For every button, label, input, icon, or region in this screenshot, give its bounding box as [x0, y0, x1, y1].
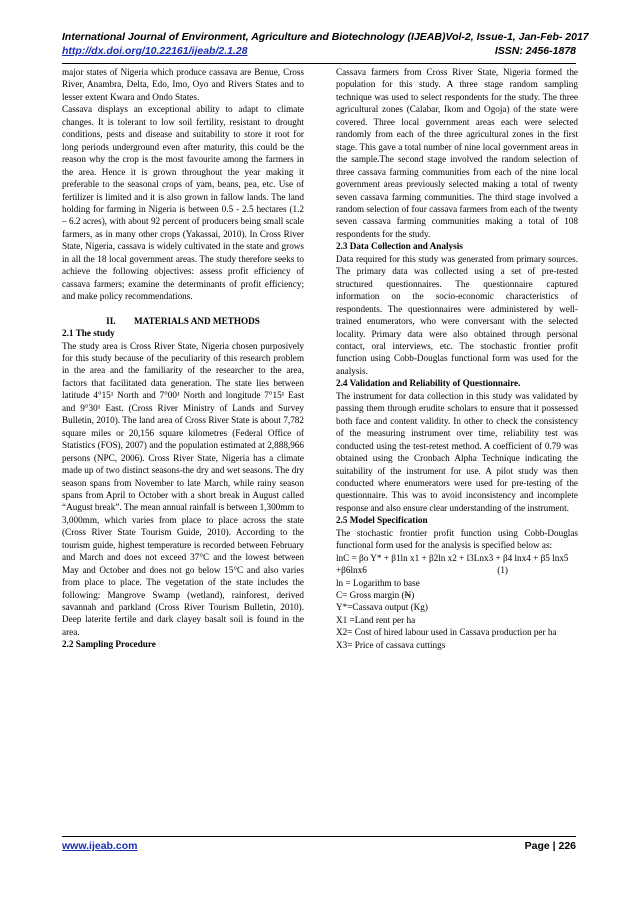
subsection-heading: 2.5 Model Specification [336, 515, 428, 526]
left-column [62, 66, 304, 651]
volume-info: Vol-2, Issue-1, Jan-Feb- 2017 [445, 31, 589, 43]
subsection-heading: 2.1 The study [62, 328, 115, 339]
definition: C= Gross margin (₦) [336, 590, 415, 601]
subsection-heading: 2.2 Sampling Procedure [62, 639, 156, 650]
subsection-heading: 2.3 Data Collection and Analysis [336, 241, 463, 252]
paragraph: The instrument for data collection in this study was validated by passing them through erudite scholars to ensure that it possessed both face and content validity. In other to check the consistency of the measuring instrument over time, reliability test was conducted using the test-retest method. A coefficient of 0.79 was obtained using the Cronbach Alpha Technique indicating the suitability of the instrument for use. A pilot study was then conducted where enumerators were used for pre-testing of the questionnaire. This was to avoid inconsistency and incomplete response and also ensure clear understanding of the instrument. [336, 390, 578, 513]
definition: X3= Price of cassava cuttings [336, 639, 446, 650]
paragraph: Cassava displays an exceptional ability to adapt to climate changes. It is tolerant to low soil fertility, resistant to drought conditions, pests and disease and suitability to store it root for long periods underground even after maturity, this could be the reason why the crop is the most favourite among the farmers in the area. Hence it is grown throughout the year making it preferable to the seasonal crops of yam, beans, pea, etc. Use of fertilizer is limited and it is also grown in fallow lands. The land holding for farming in Nigeria is between 0.5 - 2.5 hectares (1.2 – 6.2 acres), with about 92 percent of producers being small scale farmers, as in many other crops (Yakassai, 2010). In Cross River State, Nigeria, cassava is widely cultivated in the state and grows in all the 18 local government areas. The study therefore seeks to achieve the following objectives: assess profit efficiency of cassava farmers; examine the determinants of profit efficiency; and make policy recommendations. [62, 104, 304, 302]
definition: X2= Cost of hired labour used in Cassava production per ha [336, 627, 557, 638]
definition: X1 =Land rent per ha [336, 614, 416, 625]
journal-title: International Journal of Environment, Agriculture and Biotechnology (IJEAB) [62, 31, 446, 43]
section-heading: II. MATERIALS AND METHODS [106, 315, 260, 326]
paragraph: The stochastic frontier profit function using Cobb-Douglas functional form used for the analysis is specified below as: [336, 527, 578, 551]
footer-divider [62, 836, 576, 837]
issn: ISSN: 2456-1878 [494, 45, 576, 57]
page-number: Page | 226 [524, 840, 576, 852]
header-divider [62, 63, 576, 64]
paragraph: Cassava farmers from Cross River State, Nigeria formed the population for this study. A three stage random sampling technique was used to select respondents for the study. The three agricultural zones (Calabar, Ikom and Ogoja) of the state were covered. Three local government areas each were selected randomly from each of the three agricultural zones in the first stage. This gave a total number of nine local government areas in the sample.The second stage involved the random selection of three cassava farming communities from each of the nine local government areas previously selected making a total of twenty seven cassava farming communities. The third stage involved a random selection of four cassava farmers from each of the twenty seven cassava farming communities making a total of 108 respondents for the study. [336, 67, 578, 239]
running-header [62, 30, 589, 58]
equation-continuation: +β6lnx6 [336, 565, 367, 576]
definition: ln = Logarithm to base [336, 577, 420, 588]
subsection-heading: 2.4 Validation and Reliability of Questionnaire. [336, 378, 521, 389]
equation-line [336, 564, 578, 576]
paragraph: major states of Nigeria which produce cassava are Benue, Cross River, Anambra, Delta, Edo, Imo, Oyo and Rivers States and to lesser extent Kwara and Ondo States. [62, 67, 304, 102]
running-footer [62, 840, 576, 852]
website-link[interactable]: www.ijeab.com [62, 840, 138, 852]
right-column [336, 66, 578, 651]
paragraph: The study area is Cross River State, Nigeria chosen purposively for this study because of the peculiarity of this research problem in the area and the familiarity of the researcher to the area, factors that facilitated data generation. The state lies between latitude 4°15¹ North and 7°00¹ North and longitude 7°15¹ East and 9°30¹ East. (Cross River Ministry of Lands and Survey Bulletin, 2010). The land area of Cross River State is about 7,782 square miles or 20,156 square kilometres (Federal Office of Statistics (FOS), 2007) and the population estimated at 2,888,966 persons (NPC, 2006). Cross River State, Nigeria has a climate made up of two distinct seasons-the dry and wet seasons. The dry season spans from November to late March, while rainy season spans from April to October with a short break in August called “August break”. The mean annual rainfall is between 1,300mm to 3,000mm, which varies from place to place across the state (Cross River State Tourism Guide, 2010). According to the tourism guide, highest temperature is recorded between February and March and does not exceed 37°C and the lowest between May and October and does not go below 15°C and also varies from place to place. The vegetation of the state includes the following: Mangrove Swamp (wetland), rainforest, derived savannah and parkland (Cross River Tourism Bulletin, 2010). Deep laterite fertile and dark clayey basalt soil is found in the area. [62, 340, 304, 637]
definition: Y*=Cassava output (Kg) [336, 602, 428, 613]
doi-link[interactable]: http://dx.doi.org/10.22161/ijeab/2.1.28 [62, 45, 248, 57]
equation-number: (1) [497, 565, 508, 576]
paragraph: Data required for this study was generated from primary sources. The primary data was collected using a set of pre-tested structured questionnaires. The questionnaire captured information on the socio-economic characteristics of respondents. The questionnaires were administered by well-trained enumerators, who were conversant with the selected locality. Primary data were also obtained through personal contact, oral interviews, etc. The stochastic frontier profit function using Cobb-Douglas functional form was used for the analysis. [336, 253, 578, 376]
equation-line: lnC = βo Y* + β1ln x1 + β2ln x2 + l3Lnx3 + β4 lnx4 + β5 lnx5 [336, 552, 569, 563]
